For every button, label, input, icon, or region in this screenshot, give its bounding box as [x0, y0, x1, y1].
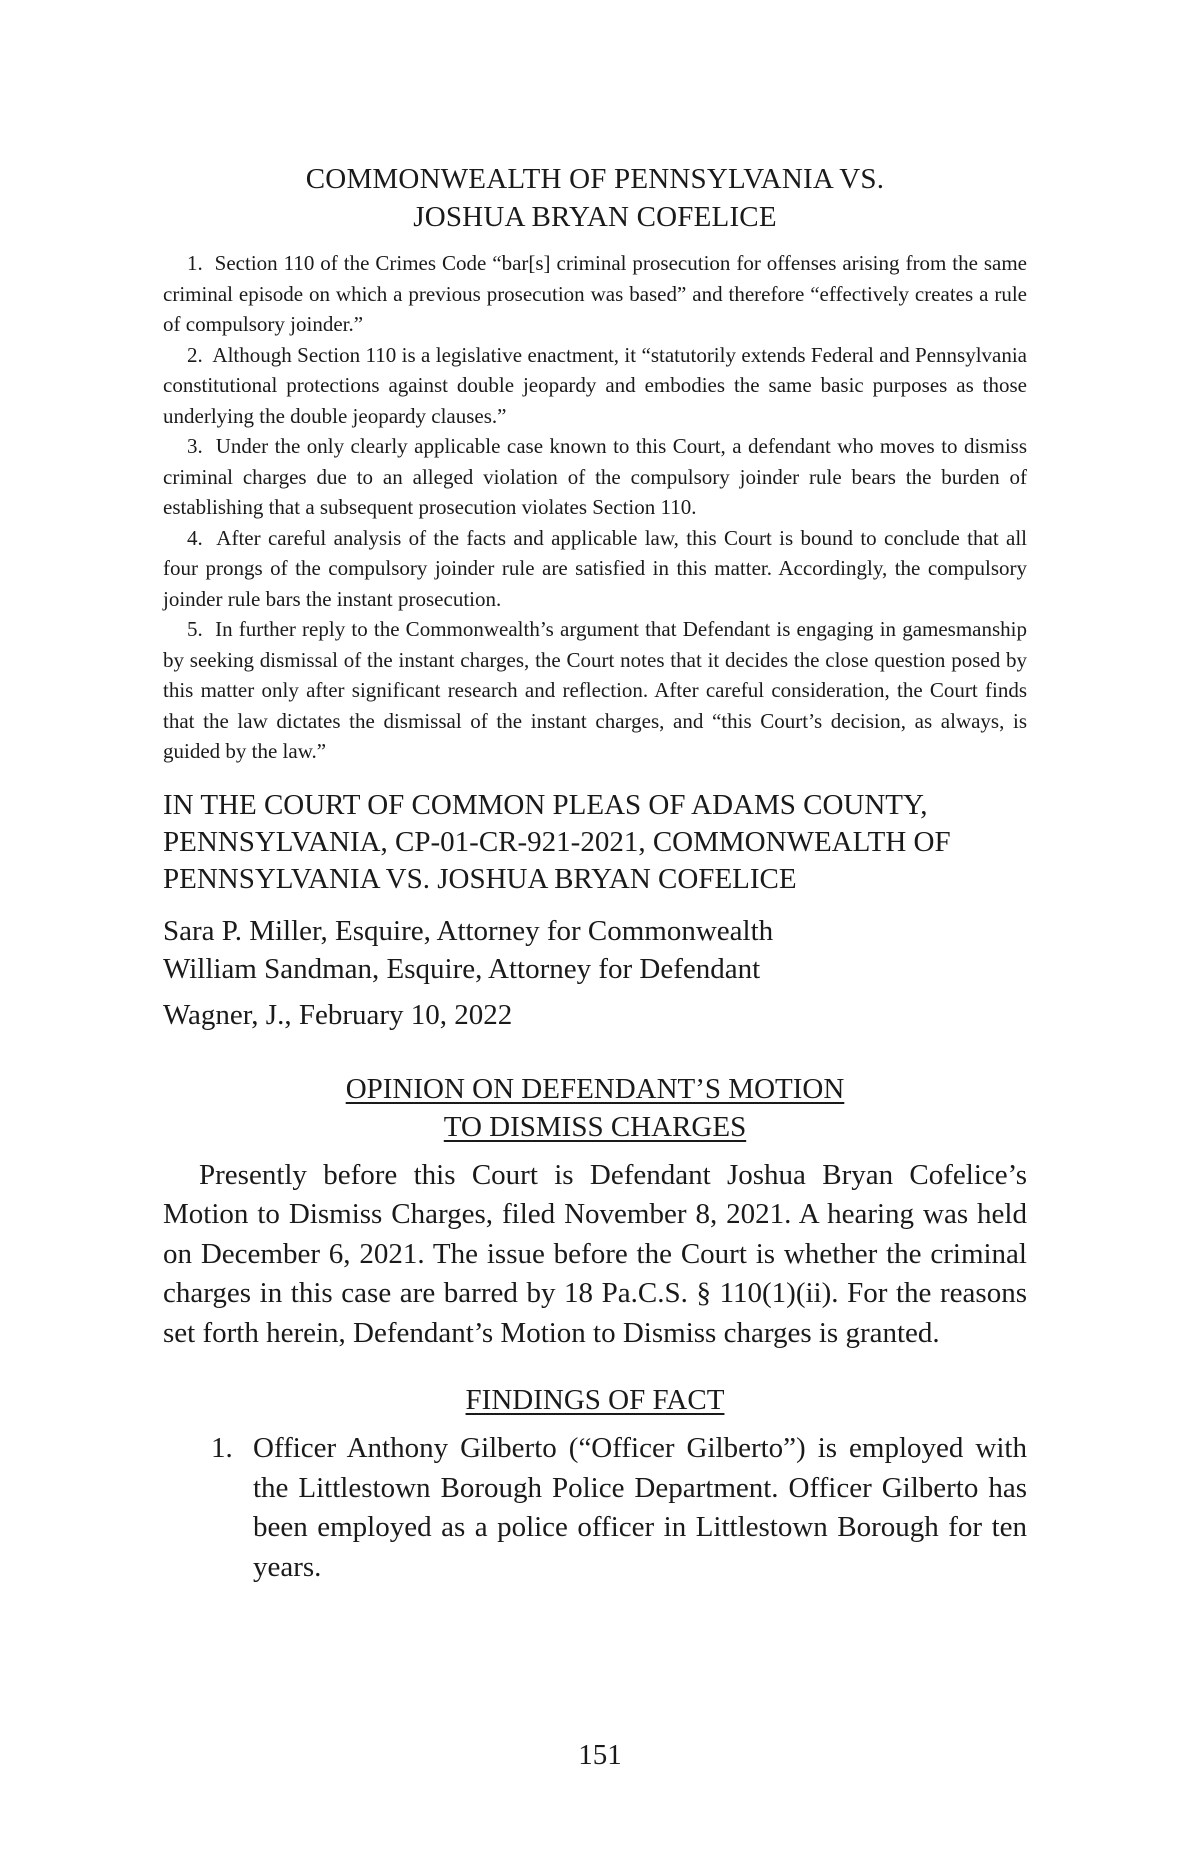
headnote-text: In further reply to the Commonwealth’s argument that Defendant is engaging in gamesmanship by seeking dismissal of the instant charges, the Court notes that it decides the close question posed by this matter only after significant research and reflection. After careful consideration, the Court finds that the law dictates the dismissal of the instant charges, and “this Court’s decision, as always, is guided by the law.” — [163, 617, 1027, 763]
opinion-heading-line-2: TO DISMISS CHARGES — [443, 1110, 747, 1143]
finding-text: Officer Anthony Gilberto (“Officer Gilberto”) is employed with the Littlestown Borough Police Department. Officer Gilberto has been employed as a police officer in Littlestown Borough for ten years. — [253, 1432, 1027, 1583]
headnote-text: Under the only clearly applicable case known to this Court, a defendant who moves to dismiss criminal charges due to an alleged violation of the compulsory joinder rule bears the burden of establishing that a subsequent prosecution violates Section 110. — [163, 434, 1028, 519]
headnote-number: 3. — [187, 434, 203, 458]
document-page — [163, 160, 1027, 1587]
headnote-text: After careful analysis of the facts and applicable law, this Court is bound to conclude that all four prongs of the compulsory joinder rule are satisfied in this matter. Accordingly, the compulsory joinder rule bars the instant prosecution. — [163, 525, 1027, 611]
case-title — [163, 160, 1027, 236]
page-number: 151 — [578, 1739, 622, 1771]
finding-number: 1. — [211, 1432, 233, 1464]
opinion-heading-line-1: OPINION ON DEFENDANT’S MOTION — [345, 1072, 845, 1105]
opening-paragraph: Presently before this Court is Defendant Joshua Bryan Cofelice’s Motion to Dismiss Charges, filed November 8, 2021. A hearing was held on December 6, 2021. The issue before the Court is whether the criminal charges in this case are barred by 18 Pa.C.S. § 110(1)(ii). For the reasons set forth herein, Defendant’s Motion to Dismiss charges is granted. — [163, 1158, 1027, 1349]
findings-heading: FINDINGS OF FACT — [465, 1384, 725, 1416]
headnote-number: 2. — [187, 342, 203, 367]
headnote-number: 5. — [187, 617, 203, 641]
headnote-text: Although Section 110 is a legislative enactment, it “statutorily extends Federal and Pennsylvania constitutional protections against double jeopardy and embodies the same basic purposes as those underlying the double jeopardy clauses.” — [163, 342, 1028, 428]
case-title-line-2: JOSHUA BRYAN COFELICE — [413, 201, 777, 233]
headnote-number: 4. — [187, 525, 203, 550]
case-title-line-1: COMMONWEALTH OF PENNSYLVANIA VS. — [305, 163, 885, 195]
court-caption: IN THE COURT OF COMMON PLEAS OF ADAMS COUNTY, PENNSYLVANIA, CP-01-CR-921-2021, COMMONWEALTH OF PENNSYLVANIA VS. JOSHUA BRYAN COFELICE — [163, 788, 951, 895]
headnotes — [163, 248, 1027, 767]
headnote — [163, 431, 1027, 523]
findings-list — [163, 1429, 1027, 1587]
headnote — [163, 340, 1027, 432]
headnote-text: Section 110 of the Crimes Code “bar[s] criminal prosecution for offenses arising from the same criminal episode on which a previous prosecution was based” and therefore “effectively creates a rule of compulsory joinder.” — [163, 251, 1028, 336]
judge-line: Wagner, J., February 10, 2022 — [163, 998, 513, 1031]
opinion-heading — [163, 1070, 1027, 1146]
headnote — [163, 523, 1027, 615]
counsel-commonwealth: Sara P. Miller, Esquire, Attorney for Commonwealth — [163, 914, 774, 947]
headnote-number: 1. — [187, 251, 203, 275]
finding-item — [163, 1429, 1027, 1587]
headnote — [163, 614, 1027, 767]
counsel-defendant: William Sandman, Esquire, Attorney for Defendant — [163, 952, 761, 985]
headnote — [163, 248, 1027, 340]
